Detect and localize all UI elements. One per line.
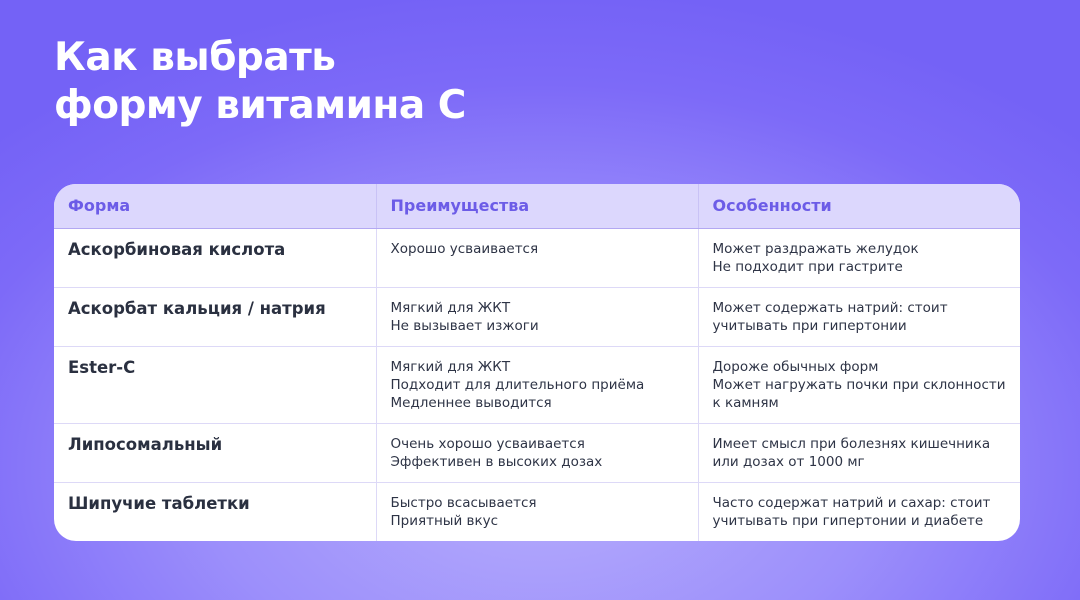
table-row	[54, 423, 1020, 482]
form-name-cell: Липосомальный	[54, 423, 376, 482]
advantage-text: Быстро всасывается	[390, 494, 537, 511]
form-name-cell: Шипучие таблетки	[68, 493, 250, 513]
advantages-cell	[376, 423, 698, 482]
feature-text: Может содержать натрий: стоит	[712, 299, 948, 316]
feature-text: учитывать при гипертонии и диабете	[712, 512, 984, 529]
table-row	[54, 346, 1020, 423]
comparison-table	[54, 184, 1020, 541]
form-name-cell: Аскорбат кальция / натрия	[54, 287, 376, 346]
header-features: Особенности	[698, 184, 1020, 228]
features-cell	[698, 287, 1020, 346]
page-title-line-2: форму витамина С	[54, 83, 466, 128]
table-header-row	[54, 184, 1020, 228]
features-cell	[698, 228, 1020, 287]
table-row	[54, 228, 1020, 287]
feature-text: Может нагружать почки при склонности	[712, 376, 1006, 393]
comparison-table-card	[54, 184, 1020, 541]
features-cell	[698, 346, 1020, 423]
header-advantages: Преимущества	[376, 184, 698, 228]
feature-text: к камням	[712, 394, 779, 411]
feature-text: Дороже обычных форм	[712, 358, 879, 375]
form-name-cell: Аскорбиновая кислота	[54, 228, 376, 287]
advantages-cell	[376, 346, 698, 423]
header-form: Форма	[54, 184, 376, 228]
feature-text: Не подходит при гастрите	[712, 258, 903, 275]
features-cell	[698, 482, 1020, 541]
feature-text: учитывать при гипертонии	[712, 317, 907, 334]
advantage-text: Хорошо усваивается	[390, 240, 539, 257]
advantages-cell	[376, 228, 698, 287]
advantage-text: Подходит для длительного приёма	[390, 376, 645, 393]
page-title-line-1: Как выбрать	[54, 35, 336, 80]
table-row	[54, 482, 1020, 541]
feature-text: или дозах от 1000 мг	[712, 453, 865, 470]
page-title	[54, 34, 466, 130]
feature-text: Может раздражать желудок	[712, 240, 919, 257]
advantages-cell	[376, 287, 698, 346]
features-cell	[698, 423, 1020, 482]
advantage-text: Мягкий для ЖКТ	[390, 299, 511, 316]
feature-text: Имеет смысл при болезнях кишечника	[712, 435, 991, 452]
advantage-text: Не вызывает изжоги	[390, 317, 539, 334]
table-row	[54, 287, 1020, 346]
advantage-text: Эффективен в высоких дозах	[390, 453, 603, 470]
advantage-text: Очень хорошо усваивается	[390, 435, 585, 452]
advantage-text: Мягкий для ЖКТ	[390, 358, 511, 375]
advantage-text: Медленнее выводится	[390, 394, 552, 411]
feature-text: Часто содержат натрий и сахар: стоит	[712, 494, 991, 511]
advantage-text: Приятный вкус	[390, 512, 499, 529]
advantages-cell	[376, 482, 698, 541]
form-name-cell: Ester-C	[54, 346, 376, 423]
